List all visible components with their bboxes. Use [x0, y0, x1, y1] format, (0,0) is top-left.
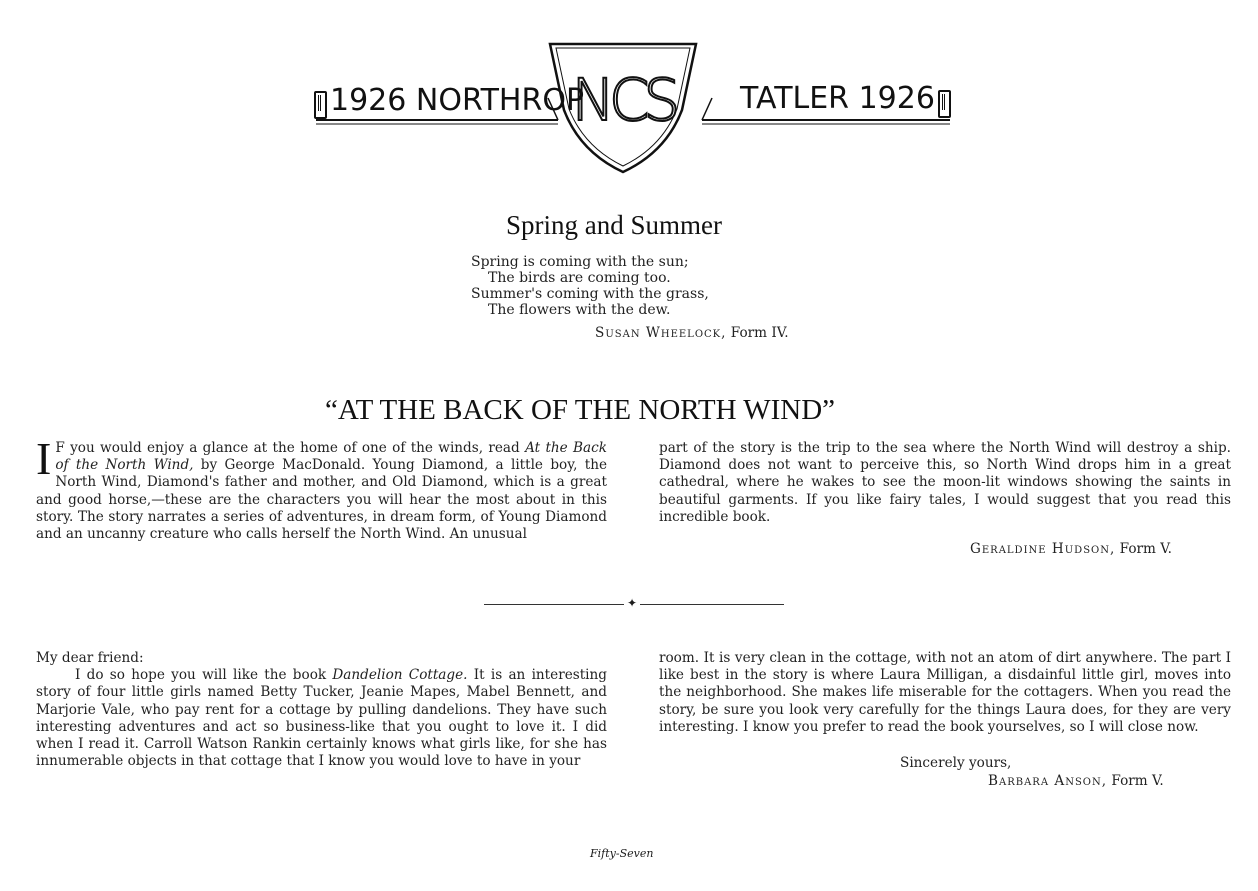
letter-text: I do so hope you will like the book — [75, 667, 333, 684]
review-title: “AT THE BACK OF THE NORTH WIND” — [325, 394, 836, 426]
review-signature — [970, 541, 1172, 557]
letter-closing: Sincerely yours, — [900, 755, 1012, 771]
letter-form: Form V. — [1111, 773, 1164, 789]
letter-book-title: Dandelion Cottage. — [332, 667, 468, 684]
poem-line: The flowers with the dew. — [488, 302, 671, 318]
poem-author: Susan Wheelock, — [595, 325, 727, 341]
letter-column-right — [659, 650, 1231, 736]
review-paragraph-1 — [36, 440, 607, 543]
poem-line: Spring is coming with the sun; — [471, 254, 689, 270]
masthead — [300, 40, 960, 180]
review-text: by George MacDonald. Young Diamond, a little boy, the North Wind, Diamond's father and mother, and Old Diamond, which is a great and good horse,—these are the characters you will hear the most about in this story. The story narrates a series of adventures, in dream form, of Young Diamond and an uncanny creature who calls herself the North Wind. An unusual — [36, 457, 607, 543]
letter-signature — [988, 773, 1164, 789]
logo-monogram: NCS — [571, 66, 675, 134]
review-text: F you would enjoy a glance at the home of one of the winds, read — [55, 440, 526, 456]
masthead-left-text: 1926 NORTHROP — [330, 83, 585, 118]
review-book-title: At the Back of the North Wind, — [55, 440, 607, 474]
letter-salutation: My dear friend: — [36, 650, 144, 666]
review-column-left — [36, 440, 607, 560]
letter-text: It is an interesting story of four little girls named Betty Tucker, Jeanie Mapes, Mabel Bennett, and Marjorie Vale, who pay rent for a cottage by pulling dandelions. They have such interesting adventures and act so business-like that you ought to love it. I did when I read it. Carroll Watson Rankin certainly knows what girls like, for she has innumerable objects in that cottage that I know you would love to have in your — [36, 667, 607, 770]
review-author: Geraldine Hudson, — [970, 541, 1116, 557]
page-number: Fifty-Seven — [590, 847, 654, 860]
letter-column-left — [36, 650, 607, 770]
letter-author: Barbara Anson, — [988, 773, 1108, 789]
letter-paragraph-2: room. It is very clean in the cottage, with not an atom of dirt anywhere. The part I like best in the story is where Laura Milligan, a disdainful little girl, moves into the neighborhood. She makes life miserable for the cottagers. When you read the story, be sure you look very carefully for the things Laura does, for they are very interesting. I know you prefer to read the book yourselves, so I will close now. — [659, 650, 1231, 735]
review-paragraph-2: part of the story is the trip to the sea where the North Wind will destroy a ship. Diamond does not want to perceive this, so North Wind drops him in a great cathedral, where he wakes to see the moon-lit windows showing the saints in beautiful garments. If you like fairy tales, I would suggest that you read this incredible book. — [659, 440, 1231, 525]
letter-paragraph-1 — [36, 667, 607, 770]
divider-ornament: ✦ — [624, 596, 640, 610]
poem-signature — [595, 325, 789, 341]
ncs-shield-logo — [548, 40, 698, 180]
poem-form: Form IV. — [730, 325, 789, 341]
poem-line: The birds are coming too. — [488, 270, 671, 286]
review-column-right — [659, 440, 1231, 526]
drop-cap: I — [36, 440, 52, 484]
review-form: Form V. — [1119, 541, 1172, 557]
masthead-right-text: TATLER 1926 — [740, 81, 935, 116]
poem-line: Summer's coming with the grass, — [471, 286, 709, 302]
poem-body — [471, 254, 709, 318]
poem-title: Spring and Summer — [506, 210, 722, 240]
